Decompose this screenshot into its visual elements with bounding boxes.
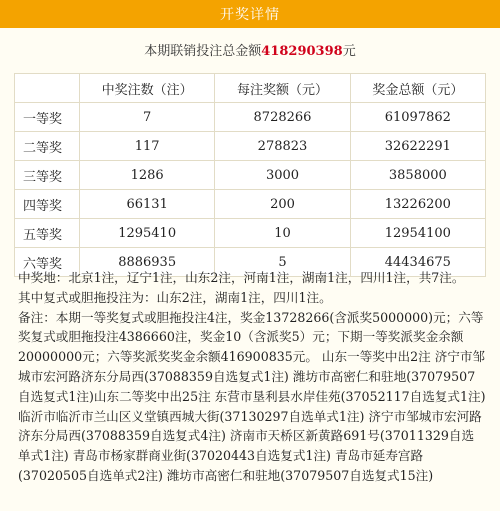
prize-total: 32622291 (350, 132, 485, 161)
table-row (15, 132, 486, 161)
header-title: 开奖详情 (220, 7, 280, 23)
prize-total: 13226200 (350, 190, 485, 219)
sales-suffix: 元 (342, 44, 356, 59)
sales-summary (0, 40, 500, 59)
prize-level: 五等奖 (15, 219, 80, 248)
sales-prefix: 本期联销投注总金额 (144, 44, 262, 59)
winner-count: 1286 (80, 161, 215, 190)
winner-count: 117 (80, 132, 215, 161)
prize-per-bet: 5 (215, 248, 350, 277)
compound-bets: 其中复式或胆拖投注为：山东2注，湖南1注，四川1注。 (18, 289, 332, 305)
header-bar (0, 0, 500, 28)
winner-count: 1295410 (80, 219, 215, 248)
prize-total: 3858000 (350, 161, 485, 190)
remark-text: 备注：本期一等奖复式或胆拖投注4注，奖金13728266(含派奖5000000)元；六等奖复式或胆拖投注4386660注，奖金10（含派奖5）元；下期一等奖派奖金余额20000000元；六等奖派奖奖金余额416900835元。 山东一等奖中出2注 济宁市邹城市宏河路济东分局西(37088359自选复式1注) 潍坊市高密仁和驻地(37079507自选复式1注)山东二等奖中出25注 东营市垦利县水岸佳苑(37052117自选复式1注) 临沂市临沂市兰山区义堂镇西城大街(37130297自选单式1注) 济宁市邹城市宏河路济东分局西(37088359自选复式4注) 济南市天桥区新黄路691号(37011329自选单式1注) 青岛市杨家群商业街(37020443自选复式1注) 青岛市延寿宫路(37020505自选单式2注) 潍坊市高密仁和驻地(37079507自选复式15注) (18, 309, 486, 483)
prize-total: 61097862 (350, 103, 485, 132)
column-header-count: 中奖注数（注） (80, 74, 215, 103)
table-row (15, 190, 486, 219)
winner-count: 7 (80, 103, 215, 132)
table-header-row (15, 74, 486, 103)
column-header-per: 每注奖额（元） (215, 74, 350, 103)
winner-count: 8886935 (80, 248, 215, 277)
prize-per-bet: 8728266 (215, 103, 350, 132)
sales-amount: 418290398 (261, 44, 343, 59)
prize-level: 一等奖 (15, 103, 80, 132)
prize-level: 四等奖 (15, 190, 80, 219)
column-header-total: 奖金总额（元） (350, 74, 485, 103)
table-row (15, 161, 486, 190)
prize-per-bet: 10 (215, 219, 350, 248)
prize-per-bet: 278823 (215, 132, 350, 161)
prize-table (14, 73, 486, 277)
winning-locations: 中奖地：北京1注，辽宁1注，山东2注，河南1注，湖南1注，四川1注，共7注。 (18, 270, 465, 285)
prize-total: 12954100 (350, 219, 485, 248)
column-header-level (15, 74, 80, 103)
prize-per-bet: 200 (215, 190, 350, 219)
table-row (15, 219, 486, 248)
prize-per-bet: 3000 (215, 161, 350, 190)
winner-count: 66131 (80, 190, 215, 219)
prize-level: 三等奖 (15, 161, 80, 190)
prize-level: 二等奖 (15, 132, 80, 161)
table-row (15, 103, 486, 132)
notes-section (18, 268, 486, 486)
prize-total: 44434675 (350, 248, 485, 277)
prize-level: 六等奖 (15, 248, 80, 277)
